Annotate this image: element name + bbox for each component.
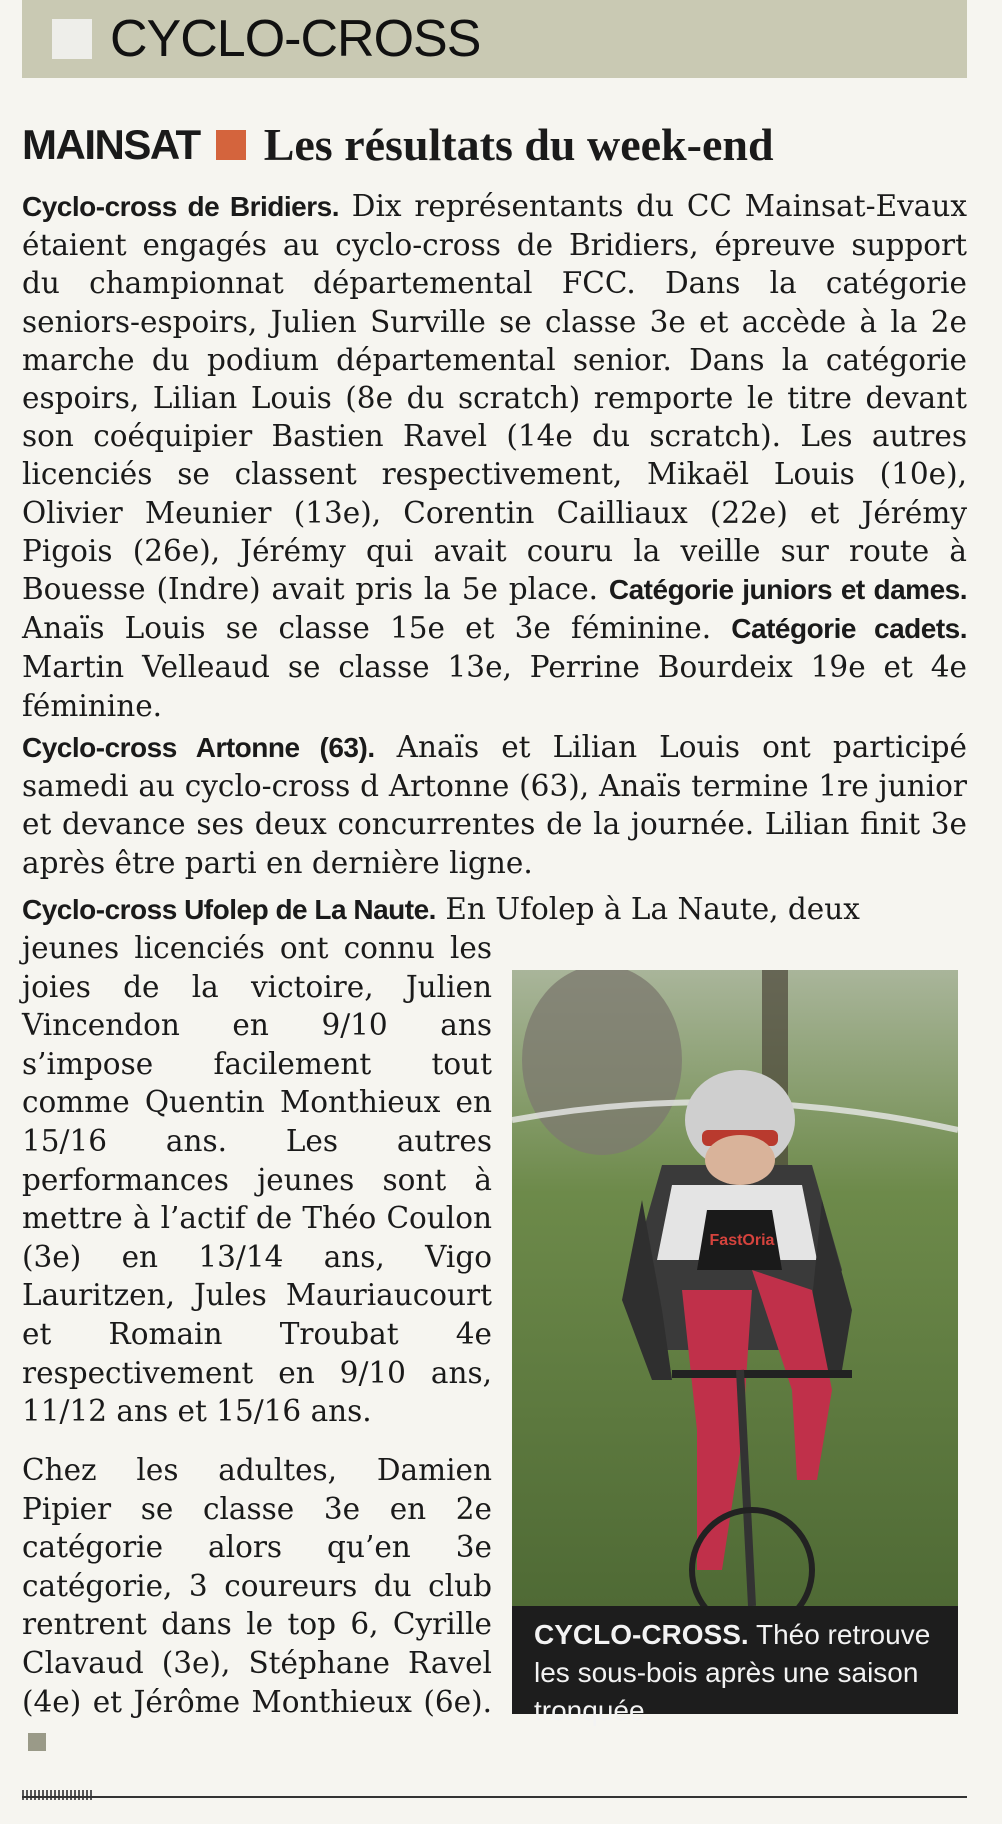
headline-location: MAINSAT bbox=[22, 120, 200, 168]
paragraph-text: Dix représentants du CC Mainsat-Evaux étaient engagés au cyclo-cross de Bridiers, épreuve support du championnat départemental FCC. Dans la catégorie seniors-espoirs, Julien Surville se classe 3e et accède à la 2e marche du podium départemental senior. Dans la catégorie espoirs, Lilian Louis (8e du scratch) remporte le titre devant son coéquipier Bastien Ravel (14e du scratch). Les autres licenciés se classent respectivement, Mikaël Louis (10e), Olivier Meunier (13e), Corentin Cailliaux (22e) et Jérémy Pigois (26e), Jérémy qui avait couru la veille sur route à Bouesse (Indre) avait pris la 5e place. bbox=[22, 189, 967, 607]
section-rubric bbox=[22, 0, 967, 78]
paragraph-text: Anaïs et Lilian Louis ont participé samedi au cyclo-cross d Artonne (63), Anaïs termine 1re junior et devance ses deux concurrentes de la journée. Lilian finit 3e après être parti en dernière ligne. bbox=[22, 730, 967, 880]
article-headline bbox=[22, 118, 972, 171]
paragraph-la-naute-intro bbox=[22, 890, 967, 929]
paragraph-bridiers bbox=[22, 187, 967, 725]
paragraph-lead: Cyclo-cross Artonne (63). bbox=[22, 732, 375, 763]
bottom-rule bbox=[22, 1796, 967, 1798]
article-photo bbox=[512, 970, 958, 1606]
rubric-title: CYCLO-CROSS bbox=[110, 10, 481, 68]
end-mark-icon bbox=[28, 1733, 46, 1751]
paragraph-la-naute-adults bbox=[22, 1451, 492, 1760]
headline-square-icon bbox=[216, 130, 246, 160]
cyclist-photo-illustration bbox=[512, 970, 958, 1606]
caption-text: Théo retrouve les sous-bois après une saison tronquée. bbox=[534, 1619, 931, 1726]
paragraph-lead: Catégorie cadets. bbox=[731, 613, 968, 645]
caption-lead: CYCLO-CROSS. bbox=[534, 1619, 749, 1650]
bottom-hatch-decoration bbox=[22, 1790, 92, 1800]
paragraph-text: En Ufolep à La Naute, deux bbox=[435, 892, 860, 926]
headline-title: Les résultats du week-end bbox=[263, 119, 774, 170]
paragraph-text: Chez les adultes, Damien Pipier se classe 3e en 2e catégorie alors qu’en 3e catégorie, 3 coureurs du club rentrent dans le top 6, Cyrille Clavaud (3e), Stéphane Ravel (4e) et Jérôme Monthieux (6e). bbox=[22, 1453, 492, 1719]
paragraph-lead: Cyclo-cross de Bridiers. bbox=[22, 191, 339, 222]
paragraph-lead: Catégorie juniors et dames. bbox=[608, 574, 967, 606]
paragraph-artonne bbox=[22, 728, 967, 882]
paragraph-text: Martin Velleaud se classe 13e, Perrine Bourdeix 19e et 4e féminine. bbox=[22, 650, 967, 723]
paragraph-text: Anaïs Louis se classe 15e et 3e féminine. bbox=[22, 611, 732, 646]
photo-caption bbox=[512, 1606, 958, 1726]
paragraph-la-naute-youth: jeunes licenciés ont connu les joies de la victoire, Julien Vincendon en 9/10 ans s’impose facilement tout comme Quentin Monthieux en 15/16 ans. Les autres performances jeunes sont à mettre à l’actif de Théo Coulon (3e) en 13/14 ans, Vigo Lauritzen, Jules Mauriaucourt et Romain Troubat 4e respectivement en 9/10 ans, 11/12 ans et 15/16 ans. bbox=[22, 931, 492, 1429]
paragraph-lead: Cyclo-cross Ufolep de La Naute. bbox=[22, 894, 436, 925]
rubric-square-icon bbox=[52, 19, 92, 59]
jersey-text: FastOria bbox=[709, 1232, 775, 1249]
